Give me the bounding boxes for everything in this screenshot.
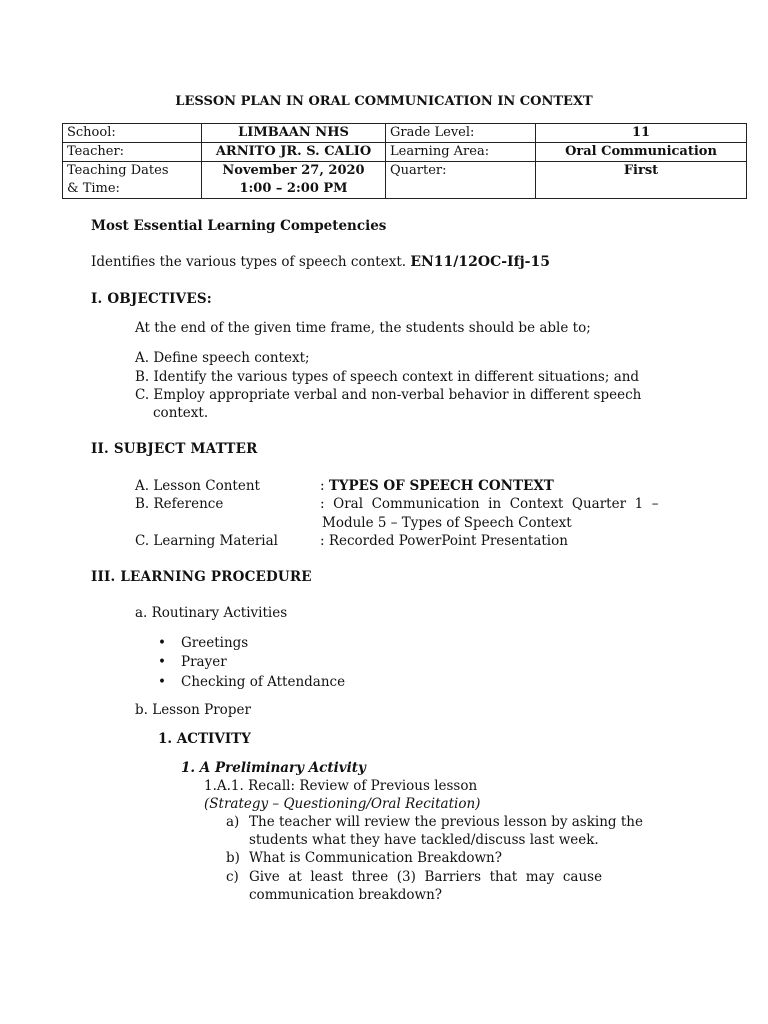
objective-b: B. Identify the various types of speech context in different situations; and bbox=[135, 369, 640, 385]
melc-line bbox=[91, 253, 550, 271]
bullet-dot: • bbox=[158, 635, 166, 651]
item-b-line1: What is Communication Breakdown? bbox=[249, 850, 502, 866]
quarter-value: First bbox=[536, 162, 747, 199]
item-a-line2: students what they have tackled/discuss last week. bbox=[249, 832, 599, 848]
bullet-dot: • bbox=[158, 674, 166, 690]
item-c-label: c) bbox=[226, 869, 239, 885]
strategy-line: (Strategy – Questioning/Oral Recitation) bbox=[204, 796, 481, 812]
item-c-line1: Give at least three (3) Barriers that may cause bbox=[249, 869, 603, 885]
objective-c-line2: context. bbox=[153, 405, 209, 421]
objective-c-line1: C. Employ appropriate verbal and non-verbal behavior in different speech bbox=[135, 387, 642, 403]
objectives-intro: At the end of the given time frame, the students should be able to; bbox=[135, 320, 591, 336]
dates-label-line1: Teaching Dates bbox=[67, 163, 169, 178]
table-row bbox=[63, 124, 747, 143]
routinary-activities: a. Routinary Activities bbox=[135, 605, 288, 621]
dates-label-line2: & Time: bbox=[67, 181, 120, 196]
school-value: LIMBAAN NHS bbox=[202, 124, 386, 143]
date-value: November 27, 2020 bbox=[222, 163, 365, 178]
recall-line: 1.A.1. Recall: Review of Previous lesson bbox=[204, 778, 478, 794]
area-label: Learning Area: bbox=[386, 143, 536, 162]
lesson-proper: b. Lesson Proper bbox=[135, 702, 251, 718]
school-label: School: bbox=[63, 124, 202, 143]
item-c-line2: communication breakdown? bbox=[249, 887, 443, 903]
reference-value-line1: : Oral Communication in Context Quarter 1 – bbox=[320, 496, 659, 512]
lesson-content-sep: : bbox=[320, 478, 329, 494]
reference-label: B. Reference bbox=[135, 496, 224, 512]
melc-code: EN11/12OC-Ifj-15 bbox=[410, 254, 550, 270]
lesson-content-label: A. Lesson Content bbox=[135, 478, 260, 494]
objectives-heading: I. OBJECTIVES: bbox=[91, 291, 212, 307]
page-title: LESSON PLAN IN ORAL COMMUNICATION IN CONTEXT bbox=[175, 94, 593, 109]
lesson-content-text: TYPES OF SPEECH CONTEXT bbox=[328, 478, 554, 494]
grade-label: Grade Level: bbox=[386, 124, 536, 143]
bullet-attendance: Checking of Attendance bbox=[181, 674, 346, 690]
preliminary-activity: 1. A Preliminary Activity bbox=[181, 760, 366, 776]
item-a-label: a) bbox=[226, 814, 240, 830]
lesson-content-value bbox=[320, 477, 554, 495]
table-row bbox=[63, 143, 747, 162]
objective-a: A. Define speech context; bbox=[135, 350, 310, 366]
quarter-label: Quarter: bbox=[386, 162, 536, 199]
learning-material-label: C. Learning Material bbox=[135, 533, 278, 549]
learning-material-value: : Recorded PowerPoint Presentation bbox=[320, 533, 568, 549]
reference-value-line2: Module 5 – Types of Speech Context bbox=[322, 515, 572, 531]
teacher-value: ARNITO JR. S. CALIO bbox=[202, 143, 386, 162]
table-row bbox=[63, 162, 747, 199]
melc-heading: Most Essential Learning Competencies bbox=[91, 218, 387, 234]
time-value: 1:00 – 2:00 PM bbox=[239, 181, 348, 196]
info-table bbox=[62, 123, 747, 199]
activity-heading: 1. ACTIVITY bbox=[158, 731, 251, 747]
item-b-label: b) bbox=[226, 850, 240, 866]
grade-value: 11 bbox=[536, 124, 747, 143]
item-a-line1: The teacher will review the previous lesson by asking the bbox=[249, 814, 643, 830]
dates-value bbox=[202, 162, 386, 199]
teacher-label: Teacher: bbox=[63, 143, 202, 162]
procedure-heading: III. LEARNING PROCEDURE bbox=[91, 569, 312, 585]
bullet-greetings: Greetings bbox=[181, 635, 249, 651]
subject-heading: II. SUBJECT MATTER bbox=[91, 441, 258, 457]
bullet-dot: • bbox=[158, 654, 166, 670]
dates-label bbox=[63, 162, 202, 199]
melc-text: Identifies the various types of speech context. bbox=[91, 254, 407, 270]
bullet-prayer: Prayer bbox=[181, 654, 227, 670]
area-value: Oral Communication bbox=[536, 143, 747, 162]
